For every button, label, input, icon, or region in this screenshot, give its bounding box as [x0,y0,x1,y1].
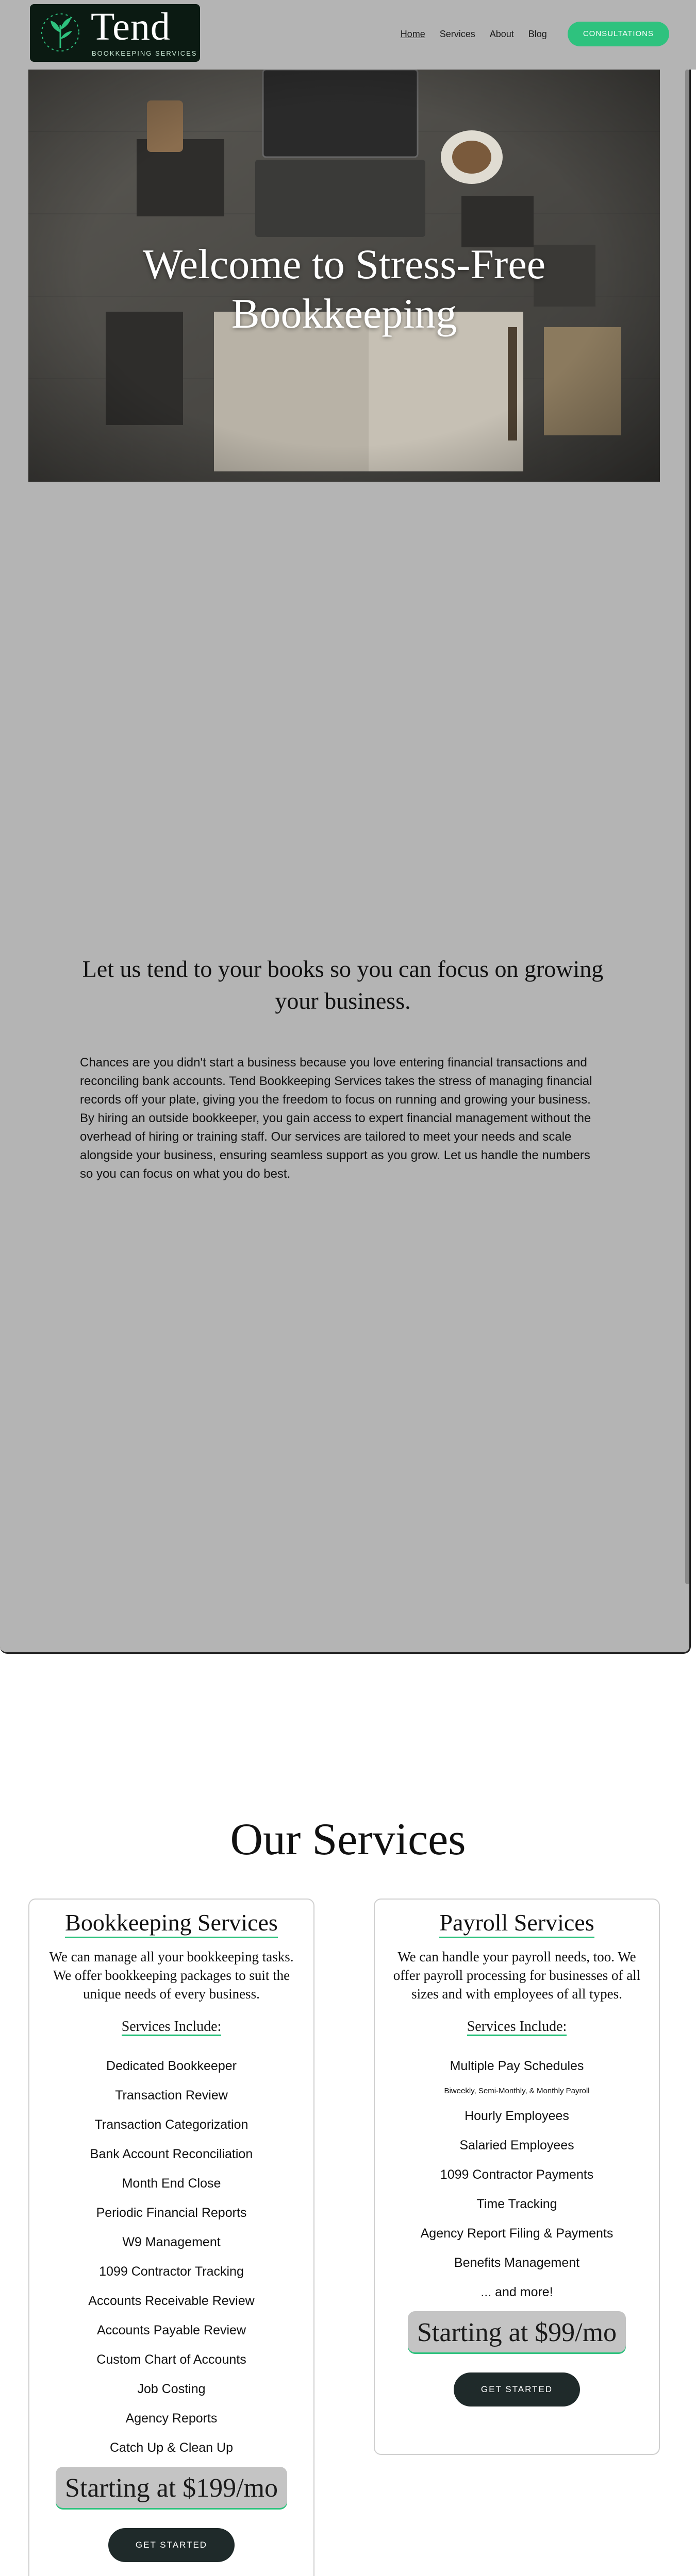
list-item: Biweekly, Semi-Monthly, & Monthly Payroll [444,2087,590,2095]
nav-home[interactable]: Home [400,28,425,39]
brand-logo[interactable] [30,4,200,62]
list-item: Catch Up & Clean Up [109,2441,233,2455]
services-list [375,2052,659,2307]
list-item: Hourly Employees [465,2109,569,2123]
list-item: Job Costing [137,2382,206,2396]
list-item: Accounts Receivable Review [88,2294,255,2308]
main-nav [401,23,669,45]
card-title: Bookkeeping Services [29,1900,313,1936]
list-item: 1099 Contractor Tracking [99,2264,244,2279]
card-description: We can handle your payroll needs, too. We offer payroll processing for businesses of all sizes and with employees of all types. [393,1949,641,2002]
consultations-button[interactable]: CONSULTATIONS [568,22,669,46]
services-title: Our Services [230,1815,466,1865]
list-item: Periodic Financial Reports [96,2206,247,2220]
hero-title: Welcome to Stress-Free Bookkeeping [142,241,546,337]
list-item: Custom Chart of Accounts [96,2352,246,2367]
services-include-label: Services Include: [375,2019,659,2035]
intro-tagline: Let us tend to your books so you can focus on growing your business. [82,956,604,1014]
page-scrollbar[interactable] [685,70,689,1584]
nav-blog[interactable]: Blog [528,28,547,39]
card-title: Payroll Services [375,1900,659,1936]
intro-section [0,70,691,1654]
list-item: Benefits Management [454,2256,580,2270]
list-item: Bank Account Reconciliation [90,2147,253,2161]
brand-name: Tend [91,5,171,48]
list-item: Accounts Payable Review [96,2323,246,2337]
services-include-label: Services Include: [29,2019,313,2035]
payroll-services-card [374,1899,660,2455]
get-started-button[interactable]: GET STARTED [454,2372,580,2406]
intro-body-text: Chances are you didn't start a business because you love entering financial transactions and reconciling bank accounts. Tend Bookkeeping Services takes the stress of managing financial records off your plate, giving you the freedom to focus on running and growing your business. By hiring an outside bookkeeper, you gain access to expert financial management without the overhead of hiring or training staff. Our services are tailored to meet your needs and scale alongside your business, ensuring seamless support as you grow. Let us handle the numbers so you can focus on what you do best. [80,1056,592,1181]
list-item: Dedicated Bookkeeper [106,2059,237,2073]
price-badge: Starting at $99/mo [408,2311,626,2354]
list-item: Transaction Categorization [94,2117,248,2132]
list-item: Agency Reports [125,2411,218,2426]
nav-services[interactable]: Services [439,28,475,39]
site-header [0,0,696,70]
list-item: ... and more! [480,2285,553,2299]
brand-tagline: BOOKKEEPING SERVICES [92,49,197,57]
list-item: Time Tracking [476,2197,557,2211]
list-item: Month End Close [122,2176,221,2191]
list-item: Salaried Employees [459,2138,574,2153]
services-list [29,2052,313,2463]
nav-about[interactable]: About [489,28,514,39]
list-item: 1099 Contractor Payments [440,2167,594,2182]
card-description: We can manage all your bookkeeping tasks. We offer bookkeeping packages to suit the unique needs of every business. [49,1949,294,2002]
list-item: W9 Management [122,2235,221,2249]
list-item: Agency Report Filing & Payments [420,2226,614,2241]
get-started-button[interactable]: GET STARTED [108,2528,235,2562]
leaf-sprout-icon [37,9,84,56]
list-item: Multiple Pay Schedules [450,2059,584,2073]
price-badge: Starting at $199/mo [56,2467,287,2510]
list-item: Transaction Review [115,2088,228,2103]
bookkeeping-services-card [28,1899,314,2576]
hero-banner [28,70,660,482]
